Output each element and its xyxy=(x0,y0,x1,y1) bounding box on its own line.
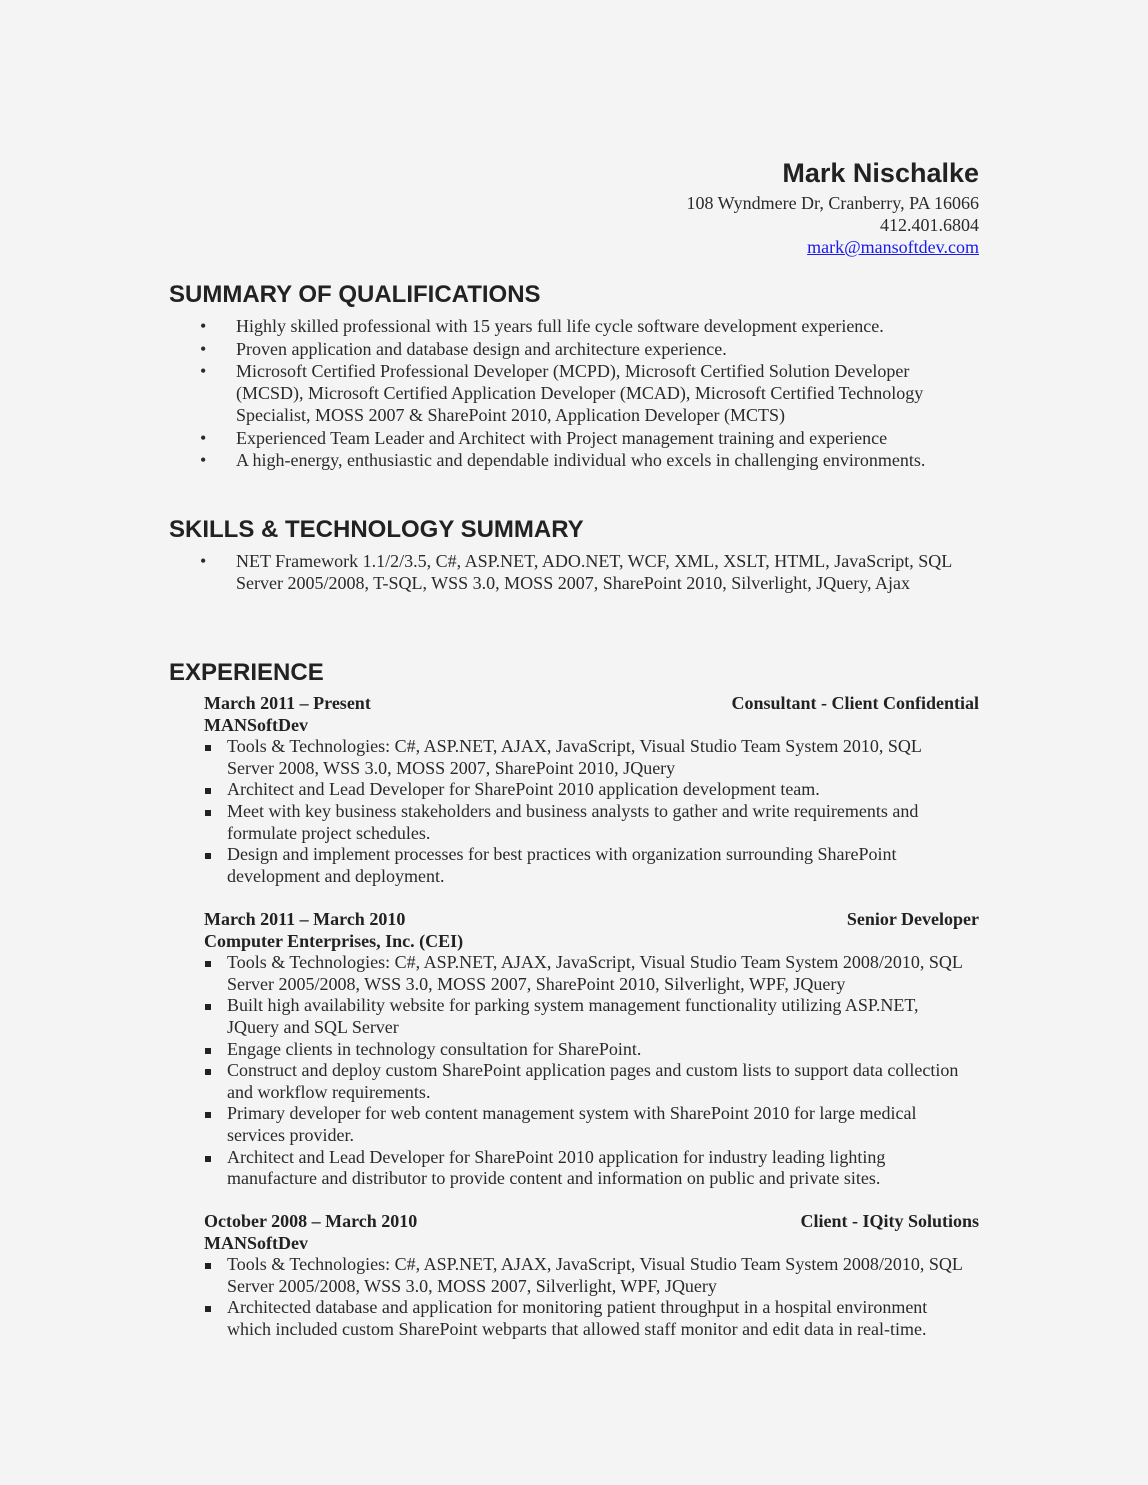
list-item: • NET Framework 1.1/2/3.5, C#, ASP.NET, ADO.NET, WCF, XML, XSLT, HTML, JavaScript, SQL Server 2005/2008, T-SQL, WSS 3.0, MOSS 2007, SharePoint 2010, Silverlight, JQuery, Ajax xyxy=(200,551,952,593)
square-bullet-icon xyxy=(205,1263,211,1269)
list-item: Tools & Technologies: C#, ASP.NET, AJAX, JavaScript, Visual Studio Team System 2008/2010, SQL Server 2005/2008, WSS 3.0, MOSS 2007, SharePoint 2010, Silverlight, WPF, JQuery xyxy=(204,952,967,995)
skills-heading: SKILLS & TECHNOLOGY SUMMARY xyxy=(169,516,584,543)
list-item: Design and implement processes for best practices with organization surrounding SharePoint development and deployment. xyxy=(204,844,967,887)
bullet-icon: • xyxy=(200,551,207,571)
bullet-icon: • xyxy=(200,316,207,336)
square-bullet-icon xyxy=(205,1112,211,1118)
job-dates: March 2011 – March 2010 xyxy=(204,909,406,929)
square-bullet-icon xyxy=(205,853,211,859)
phone: 412.401.6804 xyxy=(880,215,979,235)
square-bullet-icon xyxy=(205,961,211,967)
square-bullet-icon xyxy=(205,1069,211,1075)
bullet-icon: • xyxy=(200,338,207,359)
list-item: Architect and Lead Developer for SharePoint 2010 application for industry leading lighting manufacture and distributor to provide content and information on public and private sites. xyxy=(204,1147,967,1190)
summary-list xyxy=(200,315,960,472)
bullet-icon: • xyxy=(200,450,207,471)
square-bullet-icon xyxy=(205,788,211,794)
list-item: Construct and deploy custom SharePoint application pages and custom lists to support data collection and workflow requirements. xyxy=(204,1060,967,1103)
square-bullet-icon xyxy=(205,1004,211,1010)
job-dates: March 2011 – Present xyxy=(204,693,371,713)
job-title: Client - IQity Solutions xyxy=(800,1211,979,1231)
list-item: • Proven application and database design and architecture experience. xyxy=(200,338,727,359)
job-company: Computer Enterprises, Inc. (CEI) xyxy=(204,930,464,951)
contact-header xyxy=(687,158,980,258)
list-item: • Microsoft Certified Professional Developer (MCPD), Microsoft Certified Solution Developer (MCSD), Microsoft Certified Application Developer (MCAD), Microsoft Certified Technology Specialist, MOSS 2007 & SharePoint 2010, Application Developer (MCTS) xyxy=(200,361,924,426)
job-title: Senior Developer xyxy=(846,909,979,929)
job-dates: October 2008 – March 2010 xyxy=(204,1211,418,1231)
list-item: • Highly skilled professional with 15 years full life cycle software development experience. xyxy=(200,316,884,336)
job-company: MANSoftDev xyxy=(204,1232,308,1253)
job-company: MANSoftDev xyxy=(204,714,308,735)
job-entry xyxy=(204,693,979,887)
list-item: Architect and Lead Developer for SharePoint 2010 application development team. xyxy=(204,779,967,801)
candidate-name: Mark Nischalke xyxy=(782,158,979,188)
list-item: Architected database and application for monitoring patient throughput in a hospital environment which included custom SharePoint webparts that allowed staff monitor and edit data in real-time. xyxy=(204,1297,967,1340)
experience-heading: EXPERIENCE xyxy=(169,659,324,686)
skills-list xyxy=(200,550,960,595)
job-entry xyxy=(204,909,979,1190)
square-bullet-icon xyxy=(205,1156,211,1162)
list-item: Tools & Technologies: C#, ASP.NET, AJAX, JavaScript, Visual Studio Team System 2010, SQL Server 2008, WSS 3.0, MOSS 2007, SharePoint 2010, JQuery xyxy=(204,736,967,779)
list-item: Tools & Technologies: C#, ASP.NET, AJAX, JavaScript, Visual Studio Team System 2008/2010, SQL Server 2005/2008, WSS 3.0, MOSS 2007, Silverlight, WPF, JQuery xyxy=(204,1254,967,1297)
bullet-icon: • xyxy=(200,427,207,448)
summary-heading: SUMMARY OF QUALIFICATIONS xyxy=(169,281,541,308)
list-item: • Experienced Team Leader and Architect with Project management training and experience xyxy=(200,427,888,448)
address: 108 Wyndmere Dr, Cranberry, PA 16066 xyxy=(686,193,979,213)
job-title: Consultant - Client Confidential xyxy=(731,693,979,713)
square-bullet-icon xyxy=(205,1306,211,1312)
list-item: Primary developer for web content management system with SharePoint 2010 for large medical services provider. xyxy=(204,1103,967,1146)
list-item: • A high-energy, enthusiastic and dependable individual who excels in challenging environments. xyxy=(200,450,926,471)
job-entry xyxy=(204,1211,979,1341)
list-item: Built high availability website for parking system management functionality utilizing ASP.NET, JQuery and SQL Server xyxy=(204,995,967,1038)
list-item: Engage clients in technology consultation for SharePoint. xyxy=(204,1039,967,1061)
square-bullet-icon xyxy=(205,745,211,751)
bullet-icon: • xyxy=(200,361,207,382)
square-bullet-icon xyxy=(205,810,211,816)
list-item: Meet with key business stakeholders and business analysts to gather and write requirements and formulate project schedules. xyxy=(204,801,967,844)
square-bullet-icon xyxy=(205,1048,211,1054)
email-link[interactable]: mark@mansoftdev.com xyxy=(807,237,979,257)
